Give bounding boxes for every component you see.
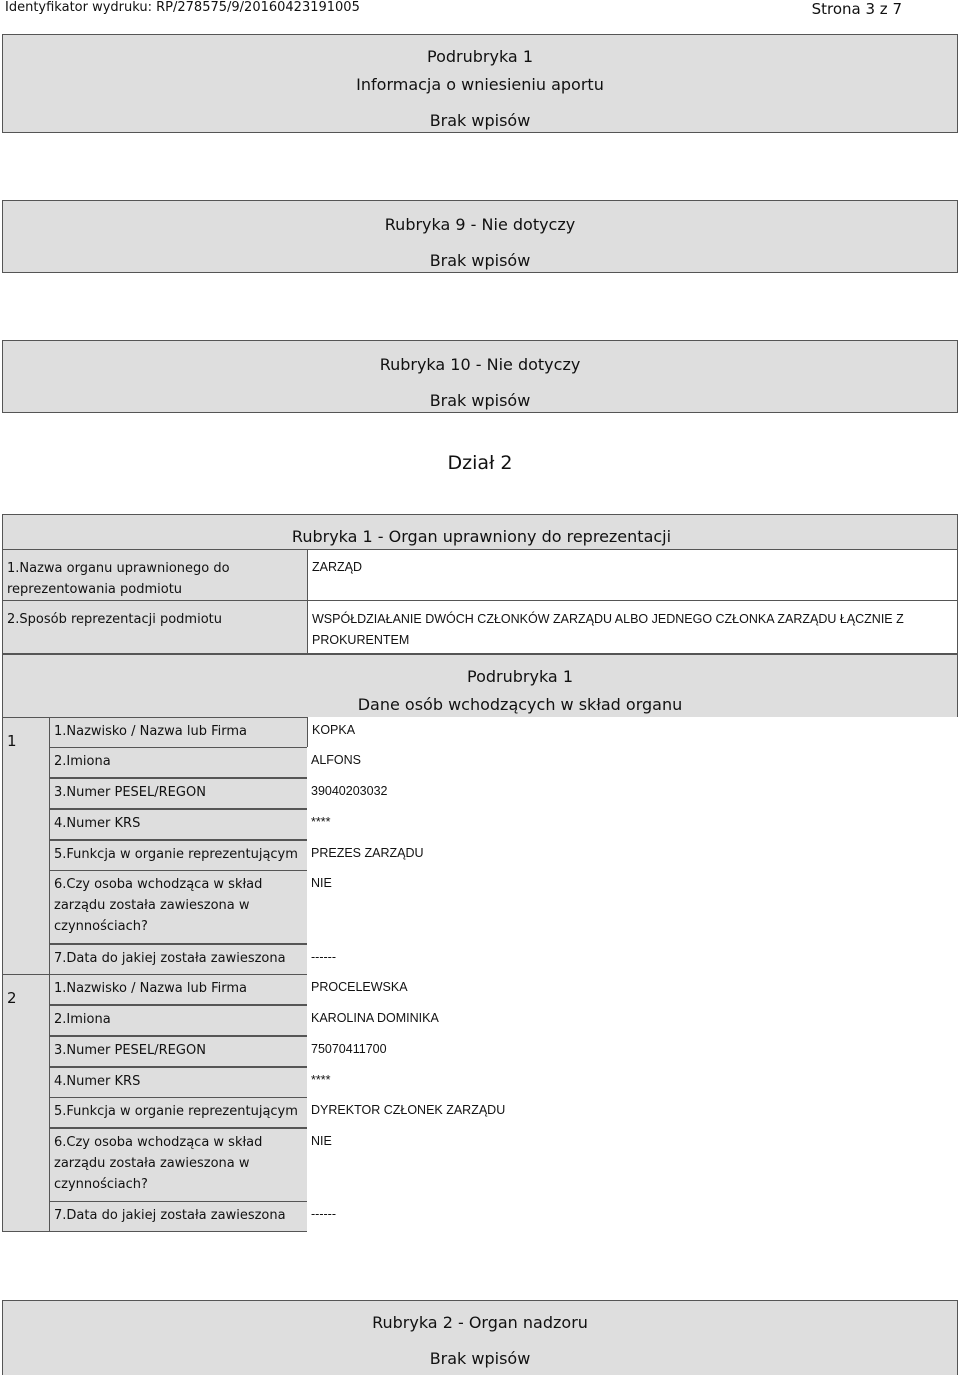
podrubryka-aport-subtitle: Informacja o wniesieniu aportu bbox=[356, 75, 604, 94]
rubryka10-title: Rubryka 10 - Nie dotyczy bbox=[379, 355, 581, 374]
value-cell bbox=[307, 1097, 958, 1128]
pesel-label: 3.Numer PESEL/REGON bbox=[54, 1043, 206, 1058]
pesel-value: 39040203032 bbox=[311, 784, 388, 798]
field2-value: WSPÓŁDZIAŁANIE DWÓCH CZŁONKÓW ZARZĄDU ALBO JEDNEGO CZŁONKA ZARZĄDU ŁĄCZNIE Z PROKURENTEM bbox=[312, 612, 904, 647]
function-label: 5.Funkcja w organie reprezentującym bbox=[54, 1104, 298, 1119]
label-cell bbox=[49, 747, 308, 778]
rubryka1-title-row bbox=[2, 514, 958, 549]
label-cell bbox=[49, 1201, 308, 1232]
value-cell bbox=[307, 1201, 958, 1232]
label-cell bbox=[49, 717, 308, 748]
label-cell bbox=[49, 1097, 308, 1128]
label-cell bbox=[49, 974, 308, 1005]
dzial-title: Dział 2 bbox=[447, 452, 513, 474]
suspended-until-label: 7.Data do jakiej została zawieszona bbox=[54, 951, 286, 966]
print-identifier: Identyfikator wydruku: RP/278575/9/20160423191005 bbox=[5, 0, 360, 15]
value-cell bbox=[307, 778, 958, 809]
rubryka1-title: Rubryka 1 - Organ uprawniony do reprezentacji bbox=[291, 527, 672, 546]
value-cell bbox=[307, 1036, 958, 1067]
field2-value-cell bbox=[307, 600, 958, 654]
rubryka10-empty: Brak wpisów bbox=[429, 391, 531, 410]
person-number-cell bbox=[2, 717, 50, 975]
krs-value: **** bbox=[311, 815, 331, 829]
person-number: 1 bbox=[7, 732, 17, 750]
field1-value: ZARZĄD bbox=[312, 560, 362, 574]
function-value: DYREKTOR CZŁONEK ZARZĄDU bbox=[311, 1103, 506, 1117]
label-cell bbox=[49, 778, 308, 809]
value-cell bbox=[307, 974, 958, 1005]
label-cell bbox=[49, 840, 308, 871]
value-cell bbox=[307, 747, 958, 778]
field1-value-cell bbox=[307, 549, 958, 601]
names-value: KAROLINA DOMINIKA bbox=[311, 1011, 439, 1025]
value-cell bbox=[307, 944, 958, 975]
podrubryka-aport-box bbox=[2, 34, 958, 133]
rubryka9-box bbox=[2, 200, 958, 273]
surname-label: 1.Nazwisko / Nazwa lub Firma bbox=[54, 724, 247, 739]
krs-label: 4.Numer KRS bbox=[54, 816, 141, 831]
podrubryka-osoby-title: Podrubryka 1 bbox=[467, 667, 573, 686]
value-cell bbox=[307, 1067, 958, 1098]
suspended-until-label: 7.Data do jakiej została zawieszona bbox=[54, 1208, 286, 1223]
suspended-value: NIE bbox=[311, 1134, 332, 1148]
names-label: 2.Imiona bbox=[54, 1012, 111, 1027]
rubryka10-box bbox=[2, 340, 958, 413]
label-cell bbox=[49, 870, 308, 944]
label-cell bbox=[49, 1036, 308, 1067]
names-value: ALFONS bbox=[311, 753, 362, 767]
podrubryka-aport-empty: Brak wpisów bbox=[429, 111, 531, 130]
value-cell bbox=[307, 1005, 958, 1036]
function-label: 5.Funkcja w organie reprezentującym bbox=[54, 847, 298, 862]
rubryka9-title: Rubryka 9 - Nie dotyczy bbox=[384, 215, 576, 234]
value-cell bbox=[307, 840, 958, 871]
label-cell bbox=[49, 1067, 308, 1098]
rubryka9-empty: Brak wpisów bbox=[429, 251, 531, 270]
krs-value: **** bbox=[311, 1073, 331, 1087]
suspended-until-value: ------ bbox=[311, 1207, 336, 1221]
podrubryka-osoby-header bbox=[2, 654, 958, 718]
field2-label-cell bbox=[2, 600, 308, 654]
field1-label: 1.Nazwa organu uprawnionego do reprezentowania podmiotu bbox=[7, 561, 230, 597]
suspended-value: NIE bbox=[311, 876, 332, 890]
suspended-until-value: ------ bbox=[311, 950, 336, 964]
page-number: Strona 3 z 7 bbox=[811, 0, 902, 18]
person-number-cell bbox=[2, 974, 50, 1232]
suspended-label: 6.Czy osoba wchodząca w skład zarządu została zawieszona w czynnościach? bbox=[54, 1135, 263, 1192]
pesel-value: 75070411700 bbox=[311, 1042, 387, 1056]
label-cell bbox=[49, 944, 308, 975]
field1-label-cell bbox=[2, 549, 308, 601]
krs-label: 4.Numer KRS bbox=[54, 1074, 141, 1089]
value-cell bbox=[307, 1128, 958, 1202]
value-cell bbox=[307, 870, 958, 944]
podrubryka-aport-title: Podrubryka 1 bbox=[427, 47, 533, 66]
suspended-label: 6.Czy osoba wchodząca w skład zarządu została zawieszona w czynnościach? bbox=[54, 877, 263, 934]
person-number: 2 bbox=[7, 989, 17, 1007]
label-cell bbox=[49, 809, 308, 840]
label-cell bbox=[49, 1128, 308, 1202]
field2-label: 2.Sposób reprezentacji podmiotu bbox=[7, 612, 222, 627]
surname-label: 1.Nazwisko / Nazwa lub Firma bbox=[54, 981, 247, 996]
rubryka2-title: Rubryka 2 - Organ nadzoru bbox=[372, 1313, 588, 1332]
podrubryka-osoby-subtitle: Dane osób wchodzących w skład organu bbox=[357, 695, 683, 714]
surname-value: PROCELEWSKA bbox=[311, 980, 408, 994]
pesel-label: 3.Numer PESEL/REGON bbox=[54, 785, 206, 800]
names-label: 2.Imiona bbox=[54, 754, 111, 769]
function-value: PREZES ZARZĄDU bbox=[311, 846, 424, 860]
rubryka2-empty: Brak wpisów bbox=[429, 1349, 531, 1368]
value-cell bbox=[307, 717, 958, 748]
surname-value: KOPKA bbox=[312, 723, 356, 737]
label-cell bbox=[49, 1005, 308, 1036]
rubryka2-box bbox=[2, 1300, 958, 1375]
value-cell bbox=[307, 809, 958, 840]
